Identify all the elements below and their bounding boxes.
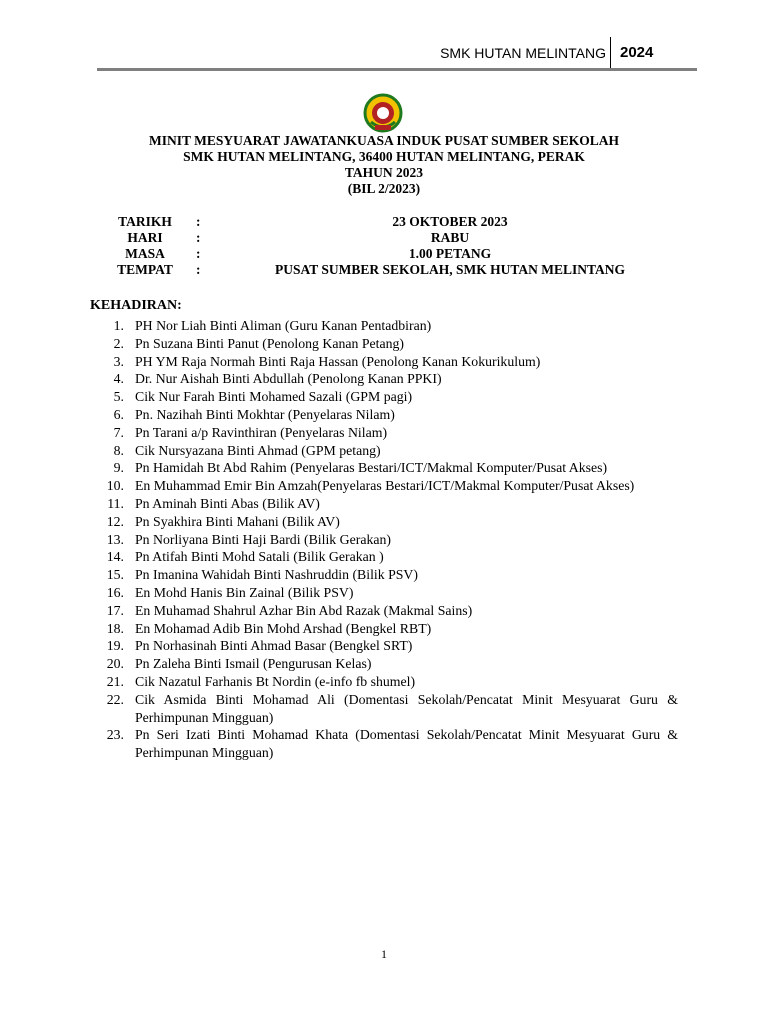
- list-text: Pn Tarani a/p Ravinthiran (Penyelaras Nilam): [135, 424, 388, 440]
- list-text: En Mohd Hanis Bin Zainal (Bilik PSV): [135, 584, 354, 600]
- meta-row-day: [90, 230, 678, 246]
- document-title: [90, 133, 678, 197]
- list-item: [90, 655, 678, 673]
- list-text: Cik Nur Farah Binti Mohamed Sazali (GPM pagi): [135, 389, 413, 405]
- list-item: [90, 477, 678, 495]
- meta-colon: :: [196, 214, 201, 229]
- list-number: 19.: [106, 638, 124, 654]
- list-number: 12.: [106, 513, 124, 529]
- list-text: Pn Norhasinah Binti Ahmad Basar (Bengkel SRT): [135, 638, 413, 654]
- list-number: 5.: [113, 389, 124, 405]
- list-item: [90, 548, 678, 566]
- list-text: Pn Imanina Wahidah Binti Nashruddin (Bilik PSV): [135, 567, 418, 583]
- meta-row-venue: [90, 262, 678, 278]
- list-item: [90, 406, 678, 424]
- list-text: Pn Suzana Binti Panut (Penolong Kanan Petang): [135, 335, 405, 351]
- list-item: [90, 691, 678, 727]
- list-item: [90, 566, 678, 584]
- list-number: 20.: [106, 656, 124, 672]
- list-text: Cik Nazatul Farhanis Bt Nordin (e-info fb shumel): [135, 673, 416, 689]
- list-number: 6.: [113, 406, 124, 422]
- list-number: 18.: [106, 620, 124, 636]
- list-text: En Muhamad Shahrul Azhar Bin Abd Razak (Makmal Sains): [135, 602, 473, 618]
- list-number: 13.: [106, 531, 124, 547]
- list-number: 10.: [106, 478, 124, 494]
- list-number: 1.: [113, 318, 124, 333]
- list-item: [90, 370, 678, 388]
- list-number: 17.: [106, 602, 124, 618]
- list-item: [90, 442, 678, 460]
- list-text: Pn Syakhira Binti Mahani (Bilik AV): [135, 513, 340, 529]
- header-year: 2024: [620, 44, 654, 61]
- list-number: 15.: [106, 567, 124, 583]
- list-item: [90, 673, 678, 691]
- page-number: 1: [381, 947, 387, 961]
- list-text: Dr. Nur Aishah Binti Abdullah (Penolong Kanan PPKI): [135, 371, 442, 387]
- list-item: [90, 531, 678, 549]
- list-number: 14.: [106, 549, 124, 565]
- meta-row-time: [90, 246, 678, 262]
- meta-value: PUSAT SUMBER SEKOLAH, SMK HUTAN MELINTANG: [274, 262, 626, 277]
- list-item: [90, 353, 678, 371]
- meta-value: RABU: [430, 230, 470, 245]
- list-item: [90, 637, 678, 655]
- list-item: [90, 620, 678, 638]
- list-text: Pn Hamidah Bt Abd Rahim (Penyelaras Bestari/ICT/Makmal Komputer/Pusat Akses): [135, 460, 608, 476]
- header-rule: [97, 68, 697, 71]
- list-item: [90, 726, 678, 762]
- list-text: En Mohamad Adib Bin Mohd Arshad (Bengkel RBT): [135, 620, 432, 636]
- attendance-list: [90, 317, 678, 762]
- list-item: [90, 335, 678, 353]
- list-number: 22.: [106, 691, 124, 707]
- list-item: [90, 584, 678, 602]
- list-text: Pn Norliyana Binti Haji Bardi (Bilik Gerakan): [135, 531, 391, 547]
- list-item: [90, 513, 678, 531]
- meta-colon: :: [196, 262, 201, 277]
- list-text: Cik Asmida Binti Mohamad Ali (Domentasi Sekolah/Pencatat Minit Mesyuarat Guru & Perhimpunan Mingguan): [135, 691, 678, 725]
- header-school-name: SMK HUTAN MELINTANG: [440, 45, 606, 61]
- list-item: [90, 602, 678, 620]
- list-number: 3.: [113, 353, 124, 369]
- list-text: PH Nor Liah Binti Aliman (Guru Kanan Pentadbiran): [135, 318, 432, 333]
- list-number: 7.: [113, 424, 124, 440]
- meta-value: 1.00 PETANG: [408, 246, 492, 261]
- list-text: PH YM Raja Normah Binti Raja Hassan (Penolong Kanan Kokurikulum): [135, 353, 541, 369]
- meta-value: 23 OKTOBER 2023: [392, 214, 508, 229]
- title-line: TAHUN 2023: [344, 165, 424, 180]
- meta-label: MASA: [125, 246, 165, 261]
- meeting-details: [90, 214, 678, 278]
- list-number: 8.: [113, 442, 124, 458]
- list-item: [90, 317, 678, 335]
- meta-label: HARI: [127, 230, 163, 245]
- school-crest-icon: [362, 92, 404, 134]
- list-text: Cik Nursyazana Binti Ahmad (GPM petang): [135, 442, 381, 458]
- list-item: [90, 495, 678, 513]
- meta-row-date: [90, 214, 678, 230]
- meta-label: TEMPAT: [117, 262, 173, 277]
- meta-label: TARIKH: [118, 214, 172, 229]
- attendance-heading: KEHADIRAN:: [90, 298, 182, 313]
- header-divider: [610, 37, 611, 71]
- list-number: 4.: [113, 371, 124, 387]
- list-text: Pn Atifah Binti Mohd Satali (Bilik Gerakan ): [135, 549, 384, 565]
- list-item: [90, 459, 678, 477]
- list-number: 21.: [106, 673, 124, 689]
- list-number: 2.: [113, 335, 124, 351]
- meta-colon: :: [196, 246, 201, 261]
- list-number: 23.: [106, 727, 124, 743]
- list-text: Pn. Nazihah Binti Mokhtar (Penyelaras Nilam): [135, 406, 395, 422]
- title-line: MINIT MESYUARAT JAWATANKUASA INDUK PUSAT SUMBER SEKOLAH: [148, 133, 620, 148]
- list-number: 9.: [113, 460, 124, 476]
- list-number: 11.: [107, 495, 124, 511]
- list-text: Pn Seri Izati Binti Mohamad Khata (Domentasi Sekolah/Pencatat Minit Mesyuarat Guru & Perhimpunan Mingguan): [135, 727, 678, 761]
- list-text: En Muhammad Emir Bin Amzah(Penyelaras Bestari/ICT/Makmal Komputer/Pusat Akses): [135, 478, 635, 494]
- list-number: 16.: [106, 584, 124, 600]
- title-line: (BIL 2/2023): [347, 181, 421, 196]
- list-text: Pn Zaleha Binti Ismail (Pengurusan Kelas): [135, 656, 372, 672]
- list-item: [90, 388, 678, 406]
- list-text: Pn Aminah Binti Abas (Bilik AV): [135, 495, 320, 511]
- list-item: [90, 424, 678, 442]
- title-line: SMK HUTAN MELINTANG, 36400 HUTAN MELINTANG, PERAK: [183, 149, 585, 164]
- meta-colon: :: [196, 230, 201, 245]
